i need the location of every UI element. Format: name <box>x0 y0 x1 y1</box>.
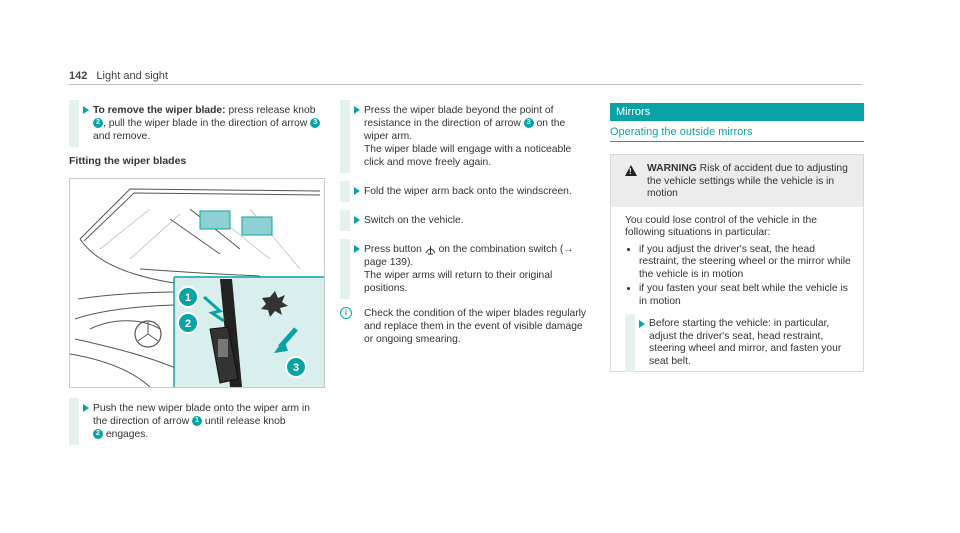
step-title: To remove the wiper blade: <box>93 105 226 116</box>
fitting-heading: Fitting the wiper blades <box>69 155 187 167</box>
section-title-mirrors: Mirrors <box>610 103 864 121</box>
marker-2 <box>178 313 198 333</box>
subsection-title: Operating the outside mirrors <box>610 126 864 142</box>
step-text: on the combination switch ( <box>438 244 564 255</box>
marker-3 <box>286 357 306 377</box>
step-text: on the wiper arm. <box>364 118 566 142</box>
wiper-illustration <box>69 178 325 388</box>
step-text: and remove. <box>93 131 151 142</box>
step-text: ). <box>406 257 414 268</box>
page-header <box>69 70 168 82</box>
header-rule <box>69 84 862 85</box>
step-push-blade <box>69 402 325 441</box>
info-note <box>340 307 590 346</box>
step-press-blade <box>340 104 590 169</box>
car-wiper-drawing <box>70 179 324 387</box>
step-text: The wiper blade will engage with a noticeable click and move freely again. <box>364 144 572 168</box>
page-number: 142 <box>69 70 88 82</box>
note-text: Check the condition of the wiper blades regularly and replace them in the event of visible damage or ongoing smearing. <box>364 308 587 345</box>
section-name: Light and sight <box>96 70 168 82</box>
info-icon: i <box>340 307 352 319</box>
warning-header <box>611 155 863 207</box>
warning-box <box>610 154 864 372</box>
step-text: Press button <box>364 244 422 255</box>
page-reference-link[interactable]: → page 139 <box>364 244 574 268</box>
step-switch-on <box>340 214 590 227</box>
step-text: Press the wiper blade beyond the point of resistance in the direction of arrow <box>364 105 554 129</box>
step-press-button <box>340 243 590 295</box>
svg-text:1: 1 <box>184 292 192 304</box>
warning-body <box>611 207 863 389</box>
wiper-button-icon <box>425 244 436 255</box>
list-item: • if you fasten your seat belt while the vehicle is in motion <box>639 283 853 308</box>
step-text: Before starting the vehicle: in particular, adjust the driver's seat, head restraint, steering wheel and mirror, and fasten your seat belt. <box>649 318 842 367</box>
arrow-bullet-icon <box>83 404 89 412</box>
step-before-starting <box>625 318 853 368</box>
step-text: Fold the wiper arm back onto the windscreen. <box>364 186 572 197</box>
step-fold-arm <box>340 185 590 198</box>
arrow-bullet-icon <box>354 106 360 114</box>
marker-2: 2 <box>93 429 103 439</box>
warning-label: WARNING <box>647 163 697 174</box>
marker-1: 1 <box>192 416 202 426</box>
marker-1 <box>178 287 198 307</box>
marker-2: 2 <box>93 118 103 128</box>
arrow-bullet-icon <box>354 187 360 195</box>
arrow-bullet-icon <box>354 245 360 253</box>
step-text: until release knob <box>204 416 286 427</box>
step-text: , pull the wiper blade in the direction of arrow <box>103 118 308 129</box>
warning-text: Risk of accident due to adjusting the vehicle settings while the vehicle is in motion <box>647 163 848 199</box>
middle-column <box>340 104 590 346</box>
warning-body-text: You could lose control of the vehicle in the following situations in particular: <box>625 214 817 238</box>
left-column <box>69 104 325 453</box>
svg-text:3: 3 <box>292 362 300 374</box>
step-text: Push the new wiper blade onto the wiper arm in the direction of arrow <box>93 403 310 427</box>
warning-triangle-icon <box>625 165 637 176</box>
arrow-bullet-icon <box>354 216 360 224</box>
step-remove-blade <box>69 104 325 143</box>
warning-list <box>625 244 853 309</box>
step-text: Switch on the vehicle. <box>364 215 464 226</box>
arrow-bullet-icon <box>83 106 89 114</box>
step-text: engages. <box>105 429 149 440</box>
svg-text:2: 2 <box>184 318 192 330</box>
list-item: • if you adjust the driver's seat, the head restraint, the steering wheel or the mirror while the vehicle is in motion <box>639 244 853 282</box>
step-text: The wiper arms will return to their original positions. <box>364 270 553 294</box>
step-text: press release knob <box>228 105 316 116</box>
marker-3: 3 <box>310 118 320 128</box>
marker-3: 3 <box>524 118 534 128</box>
arrow-bullet-icon <box>639 320 645 328</box>
